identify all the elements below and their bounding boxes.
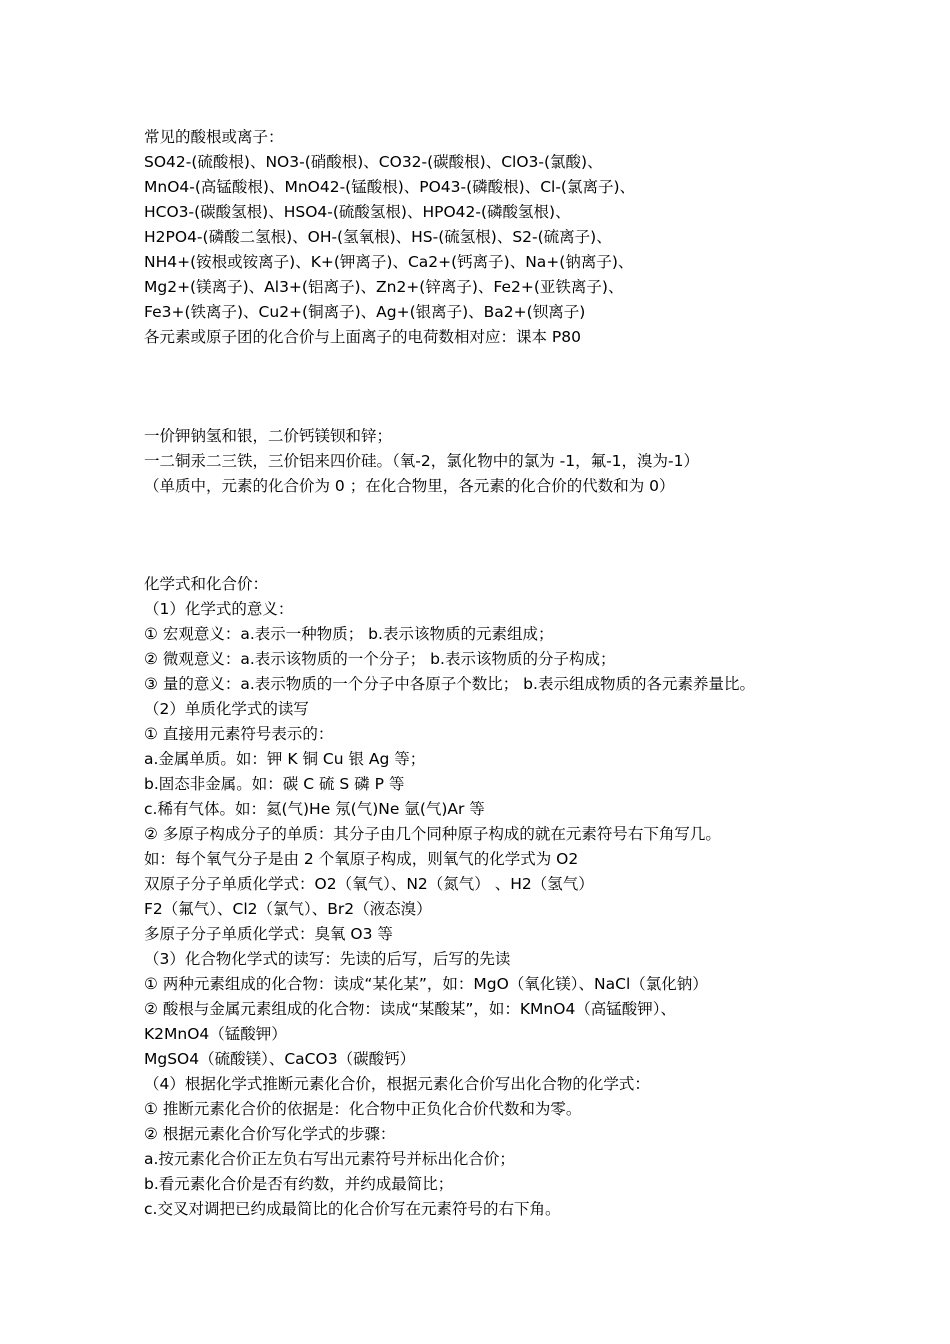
valence-rhyme-section bbox=[144, 424, 934, 499]
text-line: （4）根据化学式推断元素化合价，根据元素化合价写出化合物的化学式： bbox=[144, 1075, 650, 1093]
text-line: Mg2+(镁离子)、Al3+(铝离子)、Zn2+(锌离子)、Fe2+(亚铁离子)、 bbox=[144, 278, 624, 296]
text-line: a.金属单质。如：钾 K 铜 Cu 银 Ag 等； bbox=[144, 750, 426, 768]
text-line: 各元素或原子团的化合价与上面离子的电荷数相对应：课本 P80 bbox=[144, 328, 581, 346]
text-line: b.固态非金属。如：碳 C 硫 S 磷 P 等 bbox=[144, 775, 405, 793]
text-line: 一二铜汞二三铁，三价铝来四价硅。（氧-2，氯化物中的氯为 -1，氟-1，溴为-1） bbox=[144, 452, 699, 470]
text-line: HCO3-(碳酸氢根)、HSO4-(硫酸氢根)、HPO42-(磷酸氢根)、 bbox=[144, 203, 571, 221]
text-line: ② 多原子构成分子的单质：其分子由几个同种原子构成的就在元素符号右下角写几。 bbox=[144, 825, 721, 843]
text-line: ① 宏观意义：a.表示一种物质； b.表示该物质的元素组成； bbox=[144, 625, 554, 643]
text-line: F2（氟气）、Cl2（氯气）、Br2（液态溴） bbox=[144, 900, 432, 918]
text-line: b.看元素化合价是否有约数，并约成最简比； bbox=[144, 1175, 454, 1193]
text-line: NH4+(铵根或铵离子)、K+(钾离子)、Ca2+(钙离子)、Na+(钠离子)、 bbox=[144, 253, 634, 271]
text-line: （3）化合物化学式的读写：先读的后写，后写的先读 bbox=[144, 950, 511, 968]
text-line: 如：每个氧气分子是由 2 个氧原子构成，则氧气的化学式为 O2 bbox=[144, 850, 579, 868]
text-line: 多原子分子单质化学式：臭氧 O3 等 bbox=[144, 925, 393, 943]
text-line: Fe3+(铁离子)、Cu2+(铜离子)、Ag+(银离子)、Ba2+(钡离子) bbox=[144, 303, 586, 321]
ions-heading: 常见的酸根或离子： bbox=[144, 128, 284, 146]
text-line: 一价钾钠氢和银，二价钙镁钡和锌； bbox=[144, 427, 393, 445]
text-line: K2MnO4（锰酸钾） bbox=[144, 1025, 287, 1043]
text-line: 双原子分子单质化学式：O2（氧气）、N2（氮气） 、H2（氢气） bbox=[144, 875, 594, 893]
text-line: ② 酸根与金属元素组成的化合物：读成“某酸某”，如：KMnO4（高锰酸钾）、 bbox=[144, 1000, 677, 1018]
formula-valence-section bbox=[144, 572, 934, 1222]
text-line: ① 推断元素化合价的依据是：化合物中正负化合价代数和为零。 bbox=[144, 1100, 582, 1118]
text-line: SO42-(硫酸根)、NO3-(硝酸根)、CO32-(碳酸根)、ClO3-(氯酸)、 bbox=[144, 153, 603, 171]
text-line: ③ 量的意义：a.表示物质的一个分子中各原子个数比； b.表示组成物质的各元素养量比。 bbox=[144, 675, 755, 693]
text-line: MnO4-(高锰酸根)、MnO42-(锰酸根)、PO43-(磷酸根)、Cl-(氯离子)、 bbox=[144, 178, 636, 196]
text-line: MgSO4（硫酸镁）、CaCO3（碳酸钙） bbox=[144, 1050, 416, 1068]
text-line: （1）化学式的意义： bbox=[144, 600, 294, 618]
text-line: H2PO4-(磷酸二氢根)、OH-(氢氧根)、HS-(硫氢根)、S2-(硫离子)、 bbox=[144, 228, 612, 246]
text-line: ① 两种元素组成的化合物：读成“某化某”，如：MgO（氧化镁）、NaCl（氯化钠） bbox=[144, 975, 708, 993]
ions-section bbox=[144, 125, 934, 350]
text-line: c.稀有气体。如：氦(气)He 氖(气)Ne 氩(气)Ar 等 bbox=[144, 800, 485, 818]
formula-heading: 化学式和化合价： bbox=[144, 575, 269, 593]
text-line: （单质中，元素的化合价为 0 ；在化合物里，各元素的化合价的代数和为 0） bbox=[144, 477, 675, 495]
text-line: （2）单质化学式的读写 bbox=[144, 700, 309, 718]
text-line: c.交叉对调把已约成最简比的化合价写在元素符号的右下角。 bbox=[144, 1200, 561, 1218]
text-line: ② 微观意义：a.表示该物质的一个分子； b.表示该物质的分子构成； bbox=[144, 650, 616, 668]
text-line: a.按元素化合价正左负右写出元素符号并标出化合价； bbox=[144, 1150, 515, 1168]
text-line: ② 根据元素化合价写化学式的步骤： bbox=[144, 1125, 396, 1143]
text-line: ① 直接用元素符号表示的： bbox=[144, 725, 334, 743]
